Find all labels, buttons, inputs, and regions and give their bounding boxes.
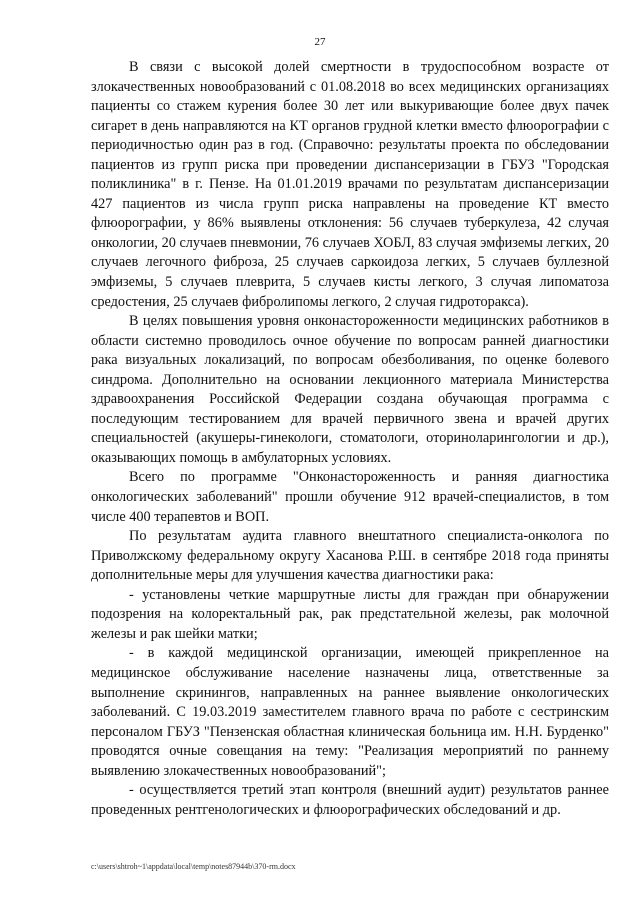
page-number: 27 — [314, 36, 326, 48]
paragraph-training-totals: Всего по программе "Онконастороженность и ранняя диагностика онкологических заболеваний" прошли обучение 912 врачей-специалистов, в том числе 400 терапевтов и ВОП. — [91, 469, 609, 525]
list-item-screening-responsible: - в каждой медицинской организации, имеющей прикрепленное на медицинское обслуживание население назначены лица, ответственные за выполнение скринингов, направленных на раннее выявление онкологических заболеваний. С 19.03.2019 заместителем главного врача по работе с сестринским персоналом ГБУЗ "Пензенская областная клиническая больница им. Н.Н. Бурденко" проводятся очные совещания на тему: "Реализация мероприятий по раннему выявлению злокачественных новообразований"; — [91, 645, 609, 779]
list-item-routing-sheets: - установлены четкие маршрутные листы для граждан при обнаружении подозрения на колоректальный рак, рак предстательной железы, рак молочной железы и рак шейки матки; — [91, 586, 609, 642]
list-item-external-audit: - осуществляется третий этап контроля (внешний аудит) результатов раннее проведенных рентгенологических и флюорографических обследований и др. — [91, 782, 609, 818]
footer-file-path: c:\users\shtroh~1\appdata\local\temp\notes87944b\370-rm.docx — [91, 862, 296, 871]
paragraph-oncology-training: В целях повышения уровня онконастороженности медицинских работников в области системно проводилось очное обучение по вопросам ранней диагностики рака визуальных локализаций, по вопросам обезболивания, по оценке болевого синдрома. Дополнительно на основании лекционного материала Министерства здравоохранения Российской Федерации создана обучающая программа с последующим тестированием для врачей первичного звена и врачей других специальностей (акушеры-гинекологи, стоматологи, оториноларингологии и др.), оказывающих помощь в амбулаторных условиях. — [91, 313, 609, 466]
paragraph-audit-results: По результатам аудита главного внештатного специалиста-онколога по Приволжскому федеральному округу Хасанова Р.Ш. в сентябре 2018 года приняты дополнительные меры для улучшения качества диагностики рака: — [91, 528, 609, 584]
paragraph-smoking-ct-screening: В связи с высокой долей смертности в трудоспособном возрасте от злокачественных новообразований с 01.08.2018 во всех медицинских организациях пациенты со стажем курения более 30 лет или выкуривающие более двух пачек сигарет в день направляются на КТ органов грудной клетки вместо флюорографии с периодичностью один раз в год. (Справочно: результаты проекта по обследовании пациентов из групп риска при проведении диспансеризации в ГБУЗ "Городская поликлиника" в г. Пензе. На 01.01.2019 врачами по результатам диспансеризации 427 пациентов из числа групп риска направлены на проведение КТ вместо флюорографии, у 86% выявлены отклонения: 56 случаев туберкулеза, 42 случая онкологии, 20 случаев пневмонии, 76 случаев ХОБЛ, 83 случая эмфиземы легких, 20 случаев легочного фиброза, 25 случаев саркоидоза легких, 5 случаев буллезной эмфиземы, 5 случаев плеврита, 5 случаев кисты легкого, 3 случая липоматоза средостения, 25 случаев фибролипомы легкого, 2 случая гидроторакса). — [91, 59, 609, 310]
document-body — [91, 58, 609, 820]
